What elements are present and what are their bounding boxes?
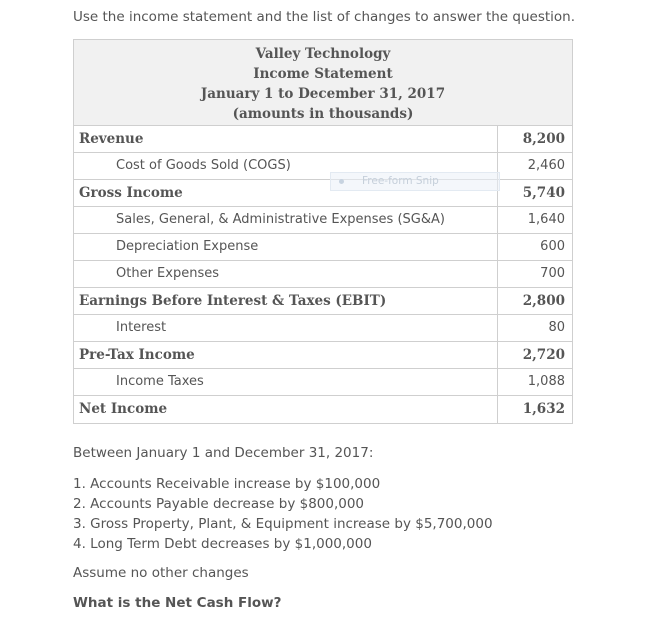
table-row-sga [74,207,572,234]
row-value: 2,720 [522,347,565,363]
row-value: 1,640 [527,212,565,227]
row-label: Revenue [74,126,498,152]
table-row-revenue [74,126,572,153]
snip-tool-overlay [330,172,500,191]
list-item: 3. Gross Property, Plant, & Equipment increase by $5,700,000 [73,516,493,532]
statement-title: Income Statement [253,66,393,82]
row-label: Earnings Before Interest & Taxes (EBIT) [74,288,498,314]
row-label: Interest [74,315,498,341]
row-label: Net Income [74,396,498,423]
table-row-ebit [74,288,572,315]
statement-period: January 1 to December 31, 2017 [200,86,446,102]
row-label: Pre-Tax Income [74,342,498,368]
row-label: Gross Income [74,180,498,206]
snip-label: Free-form Snip [362,175,439,187]
row-value: 80 [548,320,565,335]
row-value: 2,460 [527,158,565,173]
changes-list [73,474,493,554]
list-item: 4. Long Term Debt decreases by $1,000,000 [73,536,372,552]
statement-units: (amounts in thousands) [232,106,414,122]
question-text: What is the Net Cash Flow? [73,595,282,611]
table-row-other-expenses [74,261,572,288]
table-row-net-income [74,396,572,423]
snip-icon [339,179,344,184]
row-label: Income Taxes [74,369,498,395]
row-value: 2,800 [522,293,565,309]
instructions-text: Use the income statement and the list of changes to answer the question. [73,9,576,25]
row-value: 600 [540,239,565,254]
income-statement-table [73,39,573,424]
row-value: 1,632 [522,401,565,417]
table-row-depreciation [74,234,572,261]
row-value: 700 [540,266,565,281]
table-row-income-taxes [74,369,572,396]
list-item: 1. Accounts Receivable increase by $100,000 [73,476,381,492]
statement-header [74,40,572,126]
assumption-text: Assume no other changes [73,565,249,581]
table-row-pretax-income [74,342,572,369]
row-label: Cost of Goods Sold (COGS) [74,153,498,179]
changes-heading: Between January 1 and December 31, 2017: [73,445,374,461]
row-value: 5,740 [522,185,565,201]
list-item: 2. Accounts Payable decrease by $800,000 [73,496,365,512]
row-label: Sales, General, & Administrative Expenses (SG&A) [74,207,498,233]
table-row-interest [74,315,572,342]
row-value: 1,088 [527,374,565,389]
row-label: Other Expenses [74,261,498,287]
row-label: Depreciation Expense [74,234,498,260]
company-name: Valley Technology [255,46,391,62]
row-value: 8,200 [522,131,565,147]
